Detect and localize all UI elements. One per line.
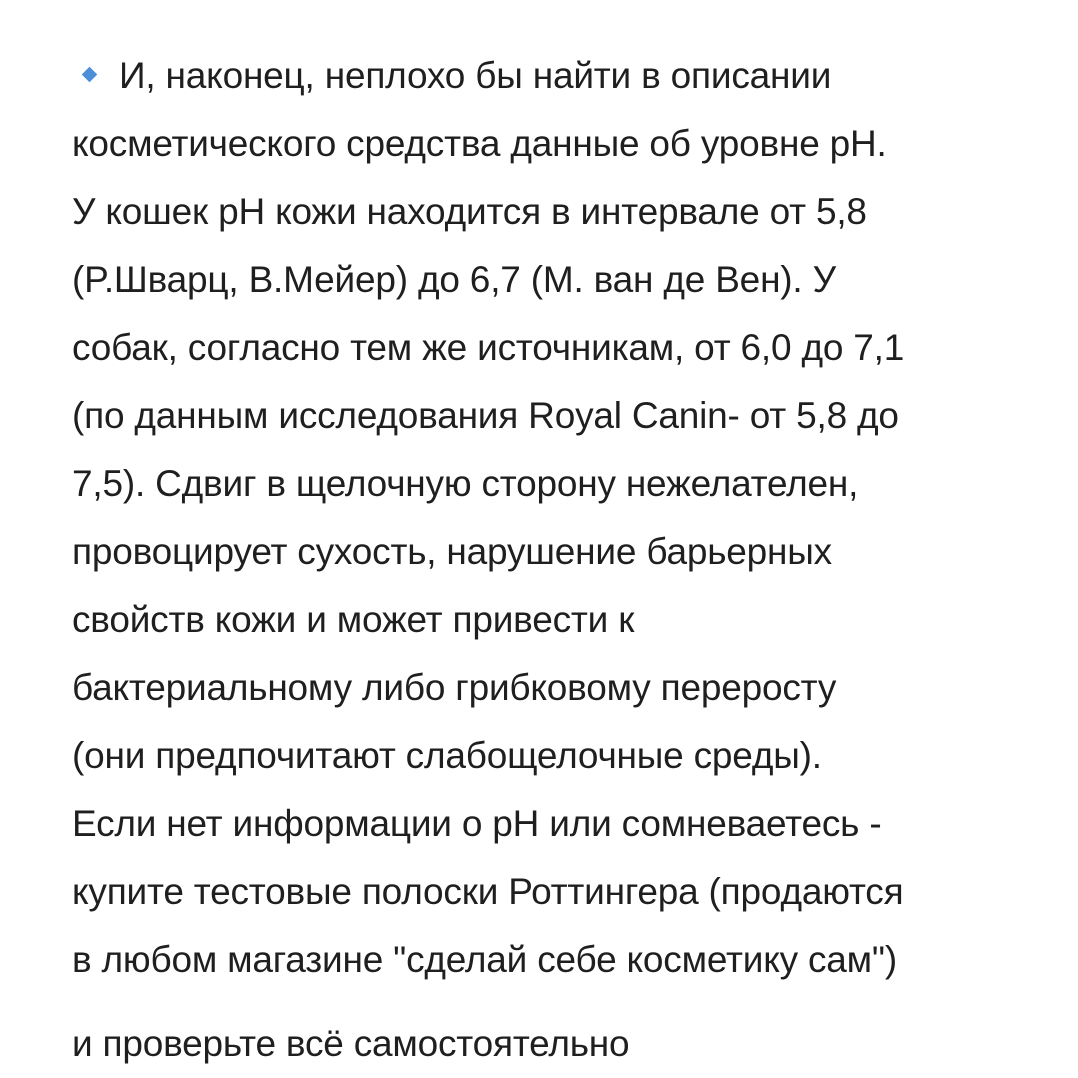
- text-line-7: 7,5). Сдвиг в щелочную сторону нежелателен,: [72, 463, 859, 504]
- text-line-11: (они предпочитают слабощелочные среды).: [72, 735, 822, 776]
- text-line-5: собак, согласно тем же источникам, от 6,0 до 7,1: [72, 327, 905, 368]
- text-line-1: [72, 42, 1032, 110]
- text-line-2: косметического средства данные об уровне pH.: [72, 123, 887, 164]
- text-paragraph: [72, 42, 1032, 1078]
- diamond-bullet-icon: [82, 66, 98, 82]
- text-line-9: свойств кожи и может привести к: [72, 599, 635, 640]
- text-line-3: У кошек pH кожи находится в интервале от 5,8: [72, 191, 867, 232]
- text-line-4: (P.Шварц, В.Мейер) до 6,7 (М. ван де Вен). У: [72, 259, 836, 300]
- text-line-6: (по данным исследования Royal Canin- от 5,8 до: [72, 395, 899, 436]
- text-line-1-content: И, наконец, неплохо бы найти в описании: [119, 55, 832, 96]
- text-line-8: провоцирует сухость, нарушение барьерных: [72, 531, 832, 572]
- text-line-14: в любом магазине "сделай себе косметику сам"): [72, 939, 897, 980]
- text-line-10: бактериальному либо грибковому переросту: [72, 667, 837, 708]
- text-line-15: и проверьте всё самостоятельно: [72, 1023, 630, 1064]
- text-line-13: купите тестовые полоски Роттингера (продаются: [72, 871, 904, 912]
- text-line-12: Если нет информации о pH или сомневаетесь -: [72, 803, 882, 844]
